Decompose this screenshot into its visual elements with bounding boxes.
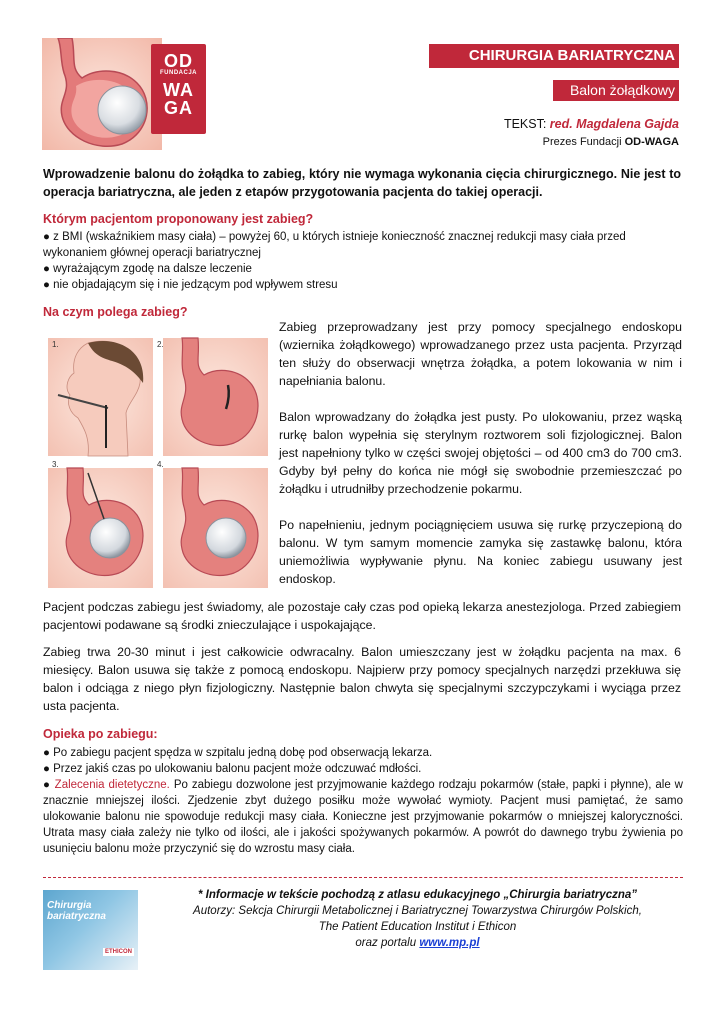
procedure-description	[279, 318, 682, 606]
intro-paragraph: Wprowadzenie balonu do żołądka to zabieg, który nie wymaga wykonania cięcia chirurgicznego. Nie jest to operacja bariatryczna, ale jeden z etapów przygotowania pacjenta do takiej operacji.	[43, 167, 681, 199]
section-heading-procedure: Na czym polega zabieg?	[43, 305, 188, 319]
diet-recommendations-text: Po zabiegu dozwolone jest przyjmowanie każdego rodzaju pokarmów (stałe, papki i płynne), ale w znacznie mniejszej ilości. Zjedzenie zbyt dużego posiłku może wywołać wymioty. Pacjent musi pamiętać, że samo ulokowanie balonu nie spowoduje redukcji masy ciała. Konieczne jest przyjmowanie pokarmów o mniejszej kaloryczności. Utrata masy ciała zależy nie tylko od ilości, ale i jakości spożywanych pokarmów. A powrót do dawnego trybu żywienia po usunięciu balonu może przyczynić się do wzrostu masy ciała.	[43, 779, 683, 855]
section-heading-patients: Którym pacjentom proponowany jest zabieg?	[43, 212, 314, 226]
duration-paragraph: Zabieg trwa 20-30 minut i jest całkowicie odwracalny. Balon umieszczany jest w żołądku pacjenta na max. 6 miesięcy. Balon usuwa się także z pomocą endoskopu. Najpierw przy pomocy specjalnych narzędzi przekłuwa się balon i odciąga z niego płyn fizjologiczny. Następnie balon chwyta się specjalnymi szczypczykami i wyciąga przez usta pacjenta.	[43, 645, 681, 713]
author-prefix: TEKST:	[503, 117, 550, 131]
footnote-line: Autorzy: Sekcja Chirurgii Metabolicznej i Bariatrycznej Towarzystwa Chirurgów Polskich,	[193, 905, 642, 917]
logo-text-od: OD	[164, 51, 193, 71]
source-footnote	[150, 887, 685, 951]
step-label-3: 3.	[52, 460, 59, 469]
procedure-steps-diagram	[48, 333, 270, 593]
stomach-balloon-illustration	[42, 38, 162, 150]
logo-text-fundacja: FUNDACJA	[160, 70, 197, 76]
step-label-1: 1.	[52, 340, 59, 349]
od-waga-logo	[151, 44, 206, 134]
footnote-line: The Patient Education Institut i Ethicon	[318, 921, 517, 933]
portal-link[interactable]: www.mp.pl	[419, 937, 480, 949]
logo-text-wa: WA	[163, 80, 194, 100]
atlas-cover-thumbnail	[43, 890, 138, 970]
step-label-4: 4.	[157, 460, 164, 469]
procedure-paragraph: Po napełnieniu, jednym pociągnięciem usuwa się rurkę przyczepioną do balonu. W tym samym momencie zamyka się zastawkę balonu, która uniemożliwia wypływanie płynu. Na koniec zabiegu usuwany jest endoskop.	[279, 518, 682, 586]
document-subtitle: Balon żołądkowy	[553, 80, 679, 101]
author-name: red. Magdalena Gajda	[549, 117, 679, 131]
list-item: ● Po zabiegu pacjent spędza w szpitalu jedną dobę pod obserwacją lekarza.	[43, 747, 433, 759]
author-role-prefix: Prezes Fundacji	[542, 136, 625, 148]
list-item: ● z BMI (wskaźnikiem masy ciała) – powyżej 60, u których istnieje konieczność znacznej redukcji masy ciała przed wykonaniem głównej operacji bariatrycznej	[43, 231, 626, 259]
section-heading-aftercare: Opieka po zabiegu:	[43, 727, 158, 741]
diet-recommendations-label: Zalecenia dietetyczne.	[54, 779, 170, 791]
footnote-line: * Informacje w tekście pochodzą z atlasu edukacyjnego „Chirurgia bariatryczna”	[197, 889, 638, 901]
aftercare-list	[43, 745, 683, 857]
anesthesia-paragraph: Pacjent podczas zabiegu jest świadomy, ale pozostaje cały czas pod opieką lekarza anestezjologa. Przed zabiegiem pacjentowi podawane są środki znieczulające i uspokajające.	[43, 600, 681, 632]
list-item: ● wyrażającym zgodę na dalsze leczenie	[43, 263, 252, 275]
author-role-org: OD-WAGA	[624, 136, 679, 148]
footer-divider	[43, 877, 683, 878]
author-line	[504, 117, 679, 131]
list-item: ● nie objadającym się i nie jedzącym pod wpływem stresu	[43, 279, 338, 291]
footnote-line	[150, 935, 685, 951]
procedure-paragraph: Zabieg przeprowadzany jest przy pomocy specjalnego endoskopu (wziernika żołądkowego) wprowadzanego przez usta pacjenta. Przyrząd ten służy do obserwacji wnętrza żołądka, a potem lokowania w nim i napełniania balonu.	[279, 320, 682, 388]
thumb-title: Chirurgia bariatryczna	[47, 900, 106, 922]
list-item	[43, 777, 683, 857]
author-role	[543, 136, 679, 148]
patients-list	[43, 229, 683, 293]
logo-text-ga: GA	[164, 98, 193, 118]
thumb-brand: ETHICON	[105, 949, 132, 955]
procedure-paragraph: Balon wprowadzany do żołądka jest pusty. Po ulokowaniu, przez wąską rurkę balon wypełnia się sterylnym roztworem soli fizjologicznej. Balon jest napełniony tylko w części swojej objętości – od 400 cm3 do 700 cm3. Gdyby był pełny do końca nie mógł się swobodnie przemieszczać po żołądku i utrudniłby przechodzenie pokarmu.	[279, 410, 682, 496]
footnote-prefix: oraz portalu	[355, 937, 420, 949]
list-item: ● Przez jakiś czas po ulokowaniu balonu pacjent może odczuwać mdłości.	[43, 763, 422, 775]
step-label-2: 2.	[157, 340, 164, 349]
document-title: CHIRURGIA BARIATRYCZNA	[429, 44, 679, 68]
bullet: ●	[43, 779, 55, 791]
